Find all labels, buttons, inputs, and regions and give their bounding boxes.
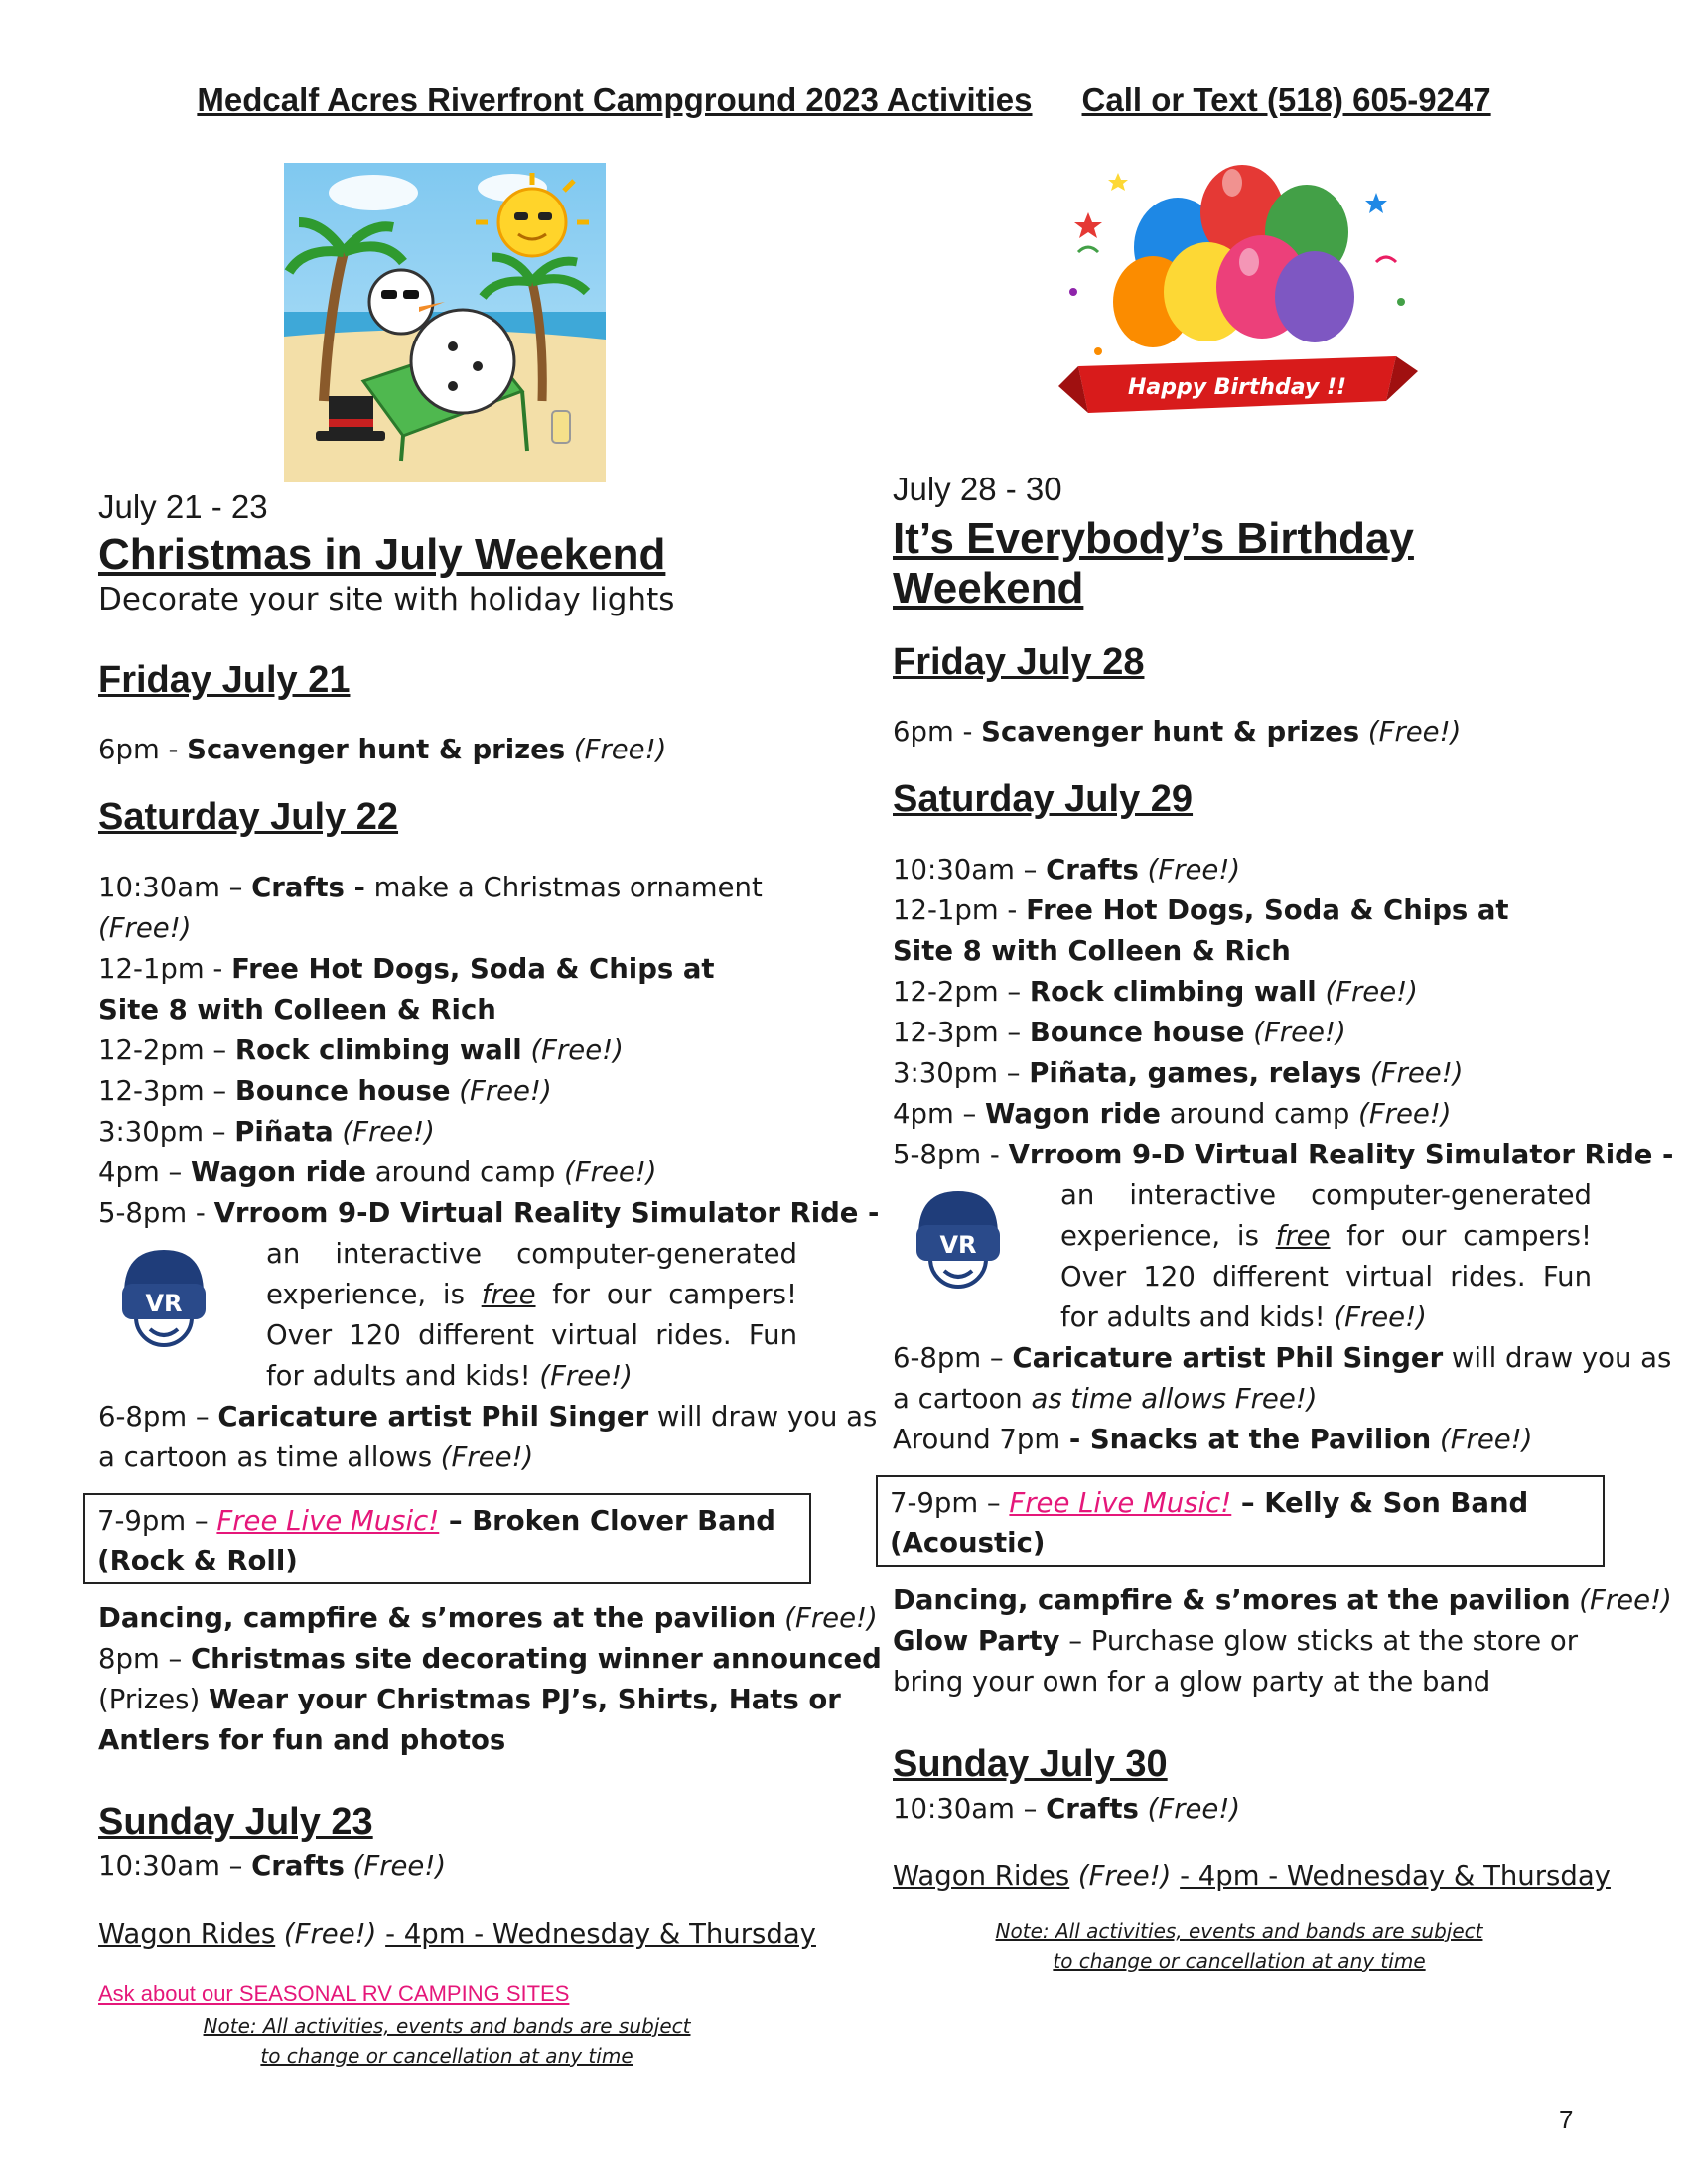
left-saturday-list xyxy=(98,868,880,1478)
vr-text: VR xyxy=(939,1231,977,1259)
left-event-title: Christmas in July Weekend xyxy=(98,530,666,579)
time: 6pm - xyxy=(98,734,188,765)
free-live-music-link[interactable]: Free Live Music! xyxy=(216,1505,440,1537)
list-item: 12-3pm – Bounce house (Free!) xyxy=(893,1017,1346,1048)
right-note: Note: All activities, events and bands are subject to change or cancellation at any time xyxy=(995,1919,1483,1973)
vr-description: an interactive computer-generated experience, is free for our campers! Over 120 different virtual rides. Fun for adults and kids! (Free!) xyxy=(266,1238,797,1392)
activity: Scavenger hunt & prizes xyxy=(187,734,566,765)
left-music-box xyxy=(83,1493,811,1584)
right-friday-item: 6pm - Scavenger hunt & prizes (Free!) xyxy=(893,716,1462,748)
vr-headset-icon xyxy=(112,1244,215,1347)
list-item: (Prizes) Wear your Christmas PJ’s, Shirts, Hats or xyxy=(98,1684,841,1715)
page-header xyxy=(0,81,1688,119)
vr-text: VR xyxy=(145,1290,183,1317)
right-evening-list xyxy=(893,1580,1672,1703)
right-sunday-item: 10:30am – Crafts (Free!) xyxy=(893,1793,1241,1825)
music-line: 7-9pm – Free Live Music! – Kelly & Son Band xyxy=(890,1487,1529,1519)
right-music-box xyxy=(876,1475,1605,1567)
birthday-balloons-image xyxy=(1058,153,1418,451)
list-item: 12-2pm – Rock climbing wall (Free!) xyxy=(893,976,1418,1008)
left-dates: July 21 - 23 xyxy=(98,488,268,525)
right-event-title: It’s Everybody’s Birthday Weekend xyxy=(893,514,1414,613)
list-item: 3:30pm – Piñata (Free!) xyxy=(98,1116,435,1148)
list-item: 4pm – Wagon ride around camp (Free!) xyxy=(98,1157,657,1188)
list-item: 12-1pm - Free Hot Dogs, Soda & Chips at xyxy=(893,894,1509,926)
list-item: Antlers for fun and photos xyxy=(98,1724,506,1756)
list-item: 10:30am – Crafts (Free!) xyxy=(893,854,1241,886)
list-item: 5-8pm - Vrroom 9-D Virtual Reality Simulator Ride - xyxy=(893,1139,1674,1170)
seasonal-sites-link[interactable]: Ask about our SEASONAL RV CAMPING SITES xyxy=(98,1981,570,2006)
birthday-banner-text: Happy Birthday !! xyxy=(1127,375,1347,400)
list-item: 5-8pm - Vrroom 9-D Virtual Reality Simulator Ride - xyxy=(98,1197,880,1229)
free-label: (Free!) xyxy=(565,734,667,765)
right-saturday-heading: Saturday July 29 xyxy=(893,778,1194,820)
header-contact: Call or Text (518) 605-9247 xyxy=(1081,81,1491,118)
list-item: a cartoon as time allows (Free!) xyxy=(98,1441,534,1473)
left-friday-item xyxy=(98,730,666,770)
page-number: 7 xyxy=(1559,2105,1574,2134)
list-item: Dancing, campfire & s’mores at the pavilion (Free!) xyxy=(893,1584,1672,1616)
list-item: 10:30am – Crafts - make a Christmas ornament xyxy=(98,872,763,903)
left-sunday-heading: Sunday July 23 xyxy=(98,1801,373,1843)
list-item: bring your own for a glow party at the band xyxy=(893,1666,1491,1698)
list-item: 6-8pm – Caricature artist Phil Singer will draw you as xyxy=(98,1401,878,1433)
left-column xyxy=(98,488,813,617)
music-line: 7-9pm – Free Live Music! – Broken Clover Band xyxy=(97,1505,775,1537)
list-item: (Free!) xyxy=(98,912,192,944)
left-subtitle: Decorate your site with holiday lights xyxy=(98,582,675,617)
left-note: Note: All activities, events and bands are subject to change or cancellation at any time xyxy=(203,2014,691,2068)
snowman-beach-image xyxy=(284,163,606,482)
vr-description: an interactive computer-generated experience, is free for our campers! Over 120 different virtual rides. Fun for adults and kids! (Free!) xyxy=(1060,1179,1592,1333)
right-dates: July 28 - 30 xyxy=(893,471,1062,507)
right-sunday-heading: Sunday July 30 xyxy=(893,1743,1168,1785)
list-item: Around 7pm - Snacks at the Pavilion (Free!) xyxy=(893,1424,1533,1455)
left-sunday-item: 10:30am – Crafts (Free!) xyxy=(98,1850,447,1882)
right-wagon-rides: Wagon Rides (Free!) - 4pm - Wednesday & Thursday xyxy=(893,1860,1611,1892)
list-item: 3:30pm – Piñata, games, relays (Free!) xyxy=(893,1057,1464,1089)
list-item: 12-2pm – Rock climbing wall (Free!) xyxy=(98,1034,624,1066)
left-friday-heading: Friday July 21 xyxy=(98,659,351,701)
free-live-music-link[interactable]: Free Live Music! xyxy=(1009,1487,1232,1519)
music-genre: (Rock & Roll) xyxy=(97,1545,298,1576)
vr-block xyxy=(893,1175,1598,1338)
header-title: Medcalf Acres Riverfront Campground 2023 Activities xyxy=(197,81,1033,118)
music-genre: (Acoustic) xyxy=(890,1527,1046,1559)
list-item: Glow Party – Purchase glow sticks at the store or xyxy=(893,1625,1579,1657)
list-item: a cartoon as time allows Free!) xyxy=(893,1383,1318,1415)
right-friday-heading: Friday July 28 xyxy=(893,641,1145,683)
left-wagon-rides: Wagon Rides (Free!) - 4pm - Wednesday & Thursday xyxy=(98,1918,816,1950)
list-item: Dancing, campfire & s’mores at the pavilion (Free!) xyxy=(98,1602,878,1634)
list-item: Site 8 with Colleen & Rich xyxy=(893,935,1291,967)
list-item: 6-8pm – Caricature artist Phil Singer will draw you as xyxy=(893,1342,1672,1374)
list-item: 4pm – Wagon ride around camp (Free!) xyxy=(893,1098,1452,1130)
list-item: 12-3pm – Bounce house (Free!) xyxy=(98,1075,552,1107)
left-saturday-heading: Saturday July 22 xyxy=(98,796,399,838)
list-item: 8pm – Christmas site decorating winner announced xyxy=(98,1643,882,1675)
list-item: 12-1pm - Free Hot Dogs, Soda & Chips at xyxy=(98,953,715,985)
left-evening-list xyxy=(98,1598,882,1761)
vr-headset-icon xyxy=(907,1185,1010,1289)
list-item: Site 8 with Colleen & Rich xyxy=(98,994,496,1025)
right-saturday-list xyxy=(893,850,1674,1460)
vr-block xyxy=(98,1234,803,1397)
